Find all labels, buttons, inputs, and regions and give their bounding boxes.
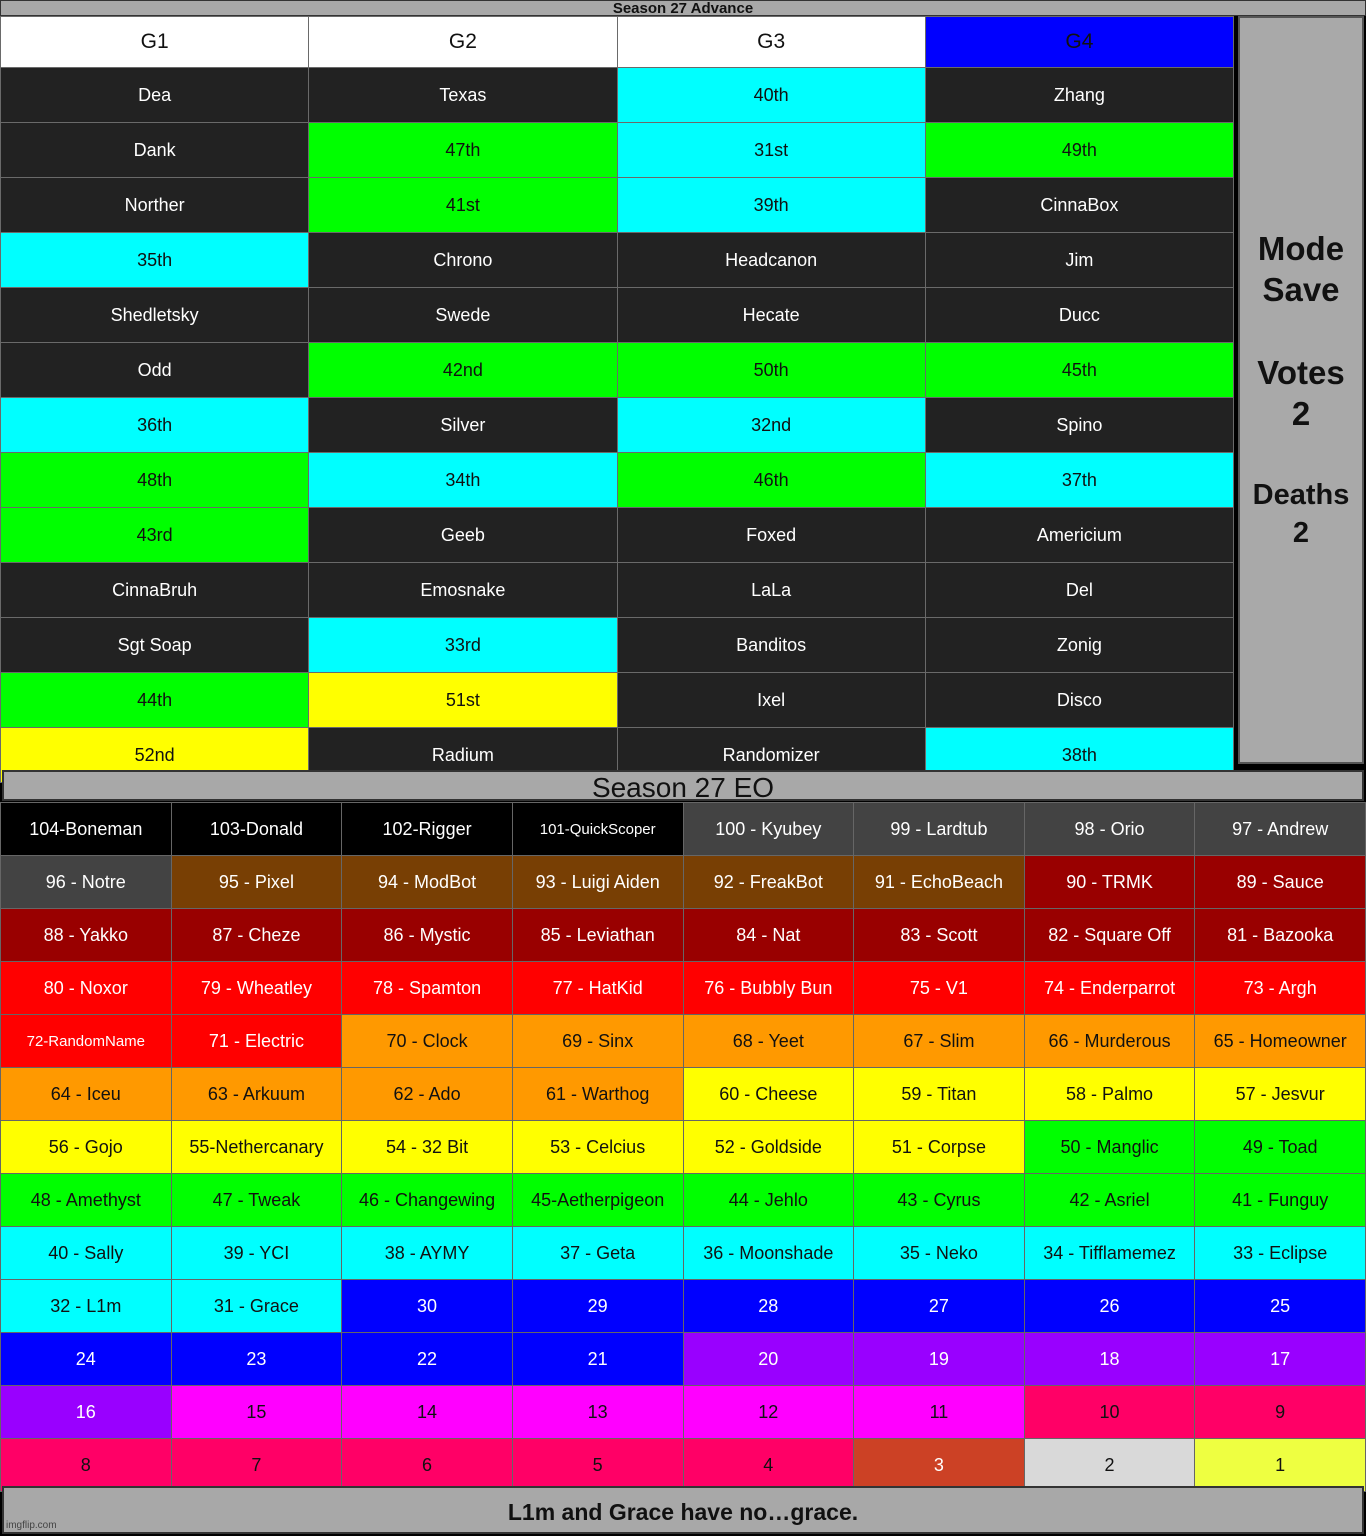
eo-cell: 91 - EchoBeach [854, 856, 1025, 909]
eo-cell: 28 [683, 1280, 854, 1333]
eo-cell: 73 - Argh [1195, 962, 1366, 1015]
advance-cell: Disco [925, 673, 1233, 728]
eo-cell: 8 [1, 1439, 172, 1492]
advance-cell: Headcanon [617, 233, 925, 288]
mode-value: Save [1262, 271, 1340, 308]
eo-row [1, 1439, 1366, 1492]
eo-cell: 103-Donald [171, 803, 342, 856]
advance-cell: Ducc [925, 288, 1233, 343]
advance-cell: Swede [309, 288, 617, 343]
eo-cell: 102-Rigger [342, 803, 513, 856]
eo-cell: 50 - Manglic [1024, 1121, 1195, 1174]
eo-cell: 13 [512, 1386, 683, 1439]
eo-cell: 45-Aetherpigeon [512, 1174, 683, 1227]
advance-row [1, 563, 1234, 618]
mode-label: Mode [1257, 230, 1345, 267]
eo-cell: 17 [1195, 1333, 1366, 1386]
eo-cell: 55-Nethercanary [171, 1121, 342, 1174]
eo-cell: 85 - Leviathan [512, 909, 683, 962]
eo-cell: 87 - Cheze [171, 909, 342, 962]
deaths-value: 2 [1292, 517, 1310, 549]
eo-cell: 41 - Funguy [1195, 1174, 1366, 1227]
eo-cell: 57 - Jesvur [1195, 1068, 1366, 1121]
advance-cell: 38th [925, 728, 1233, 783]
eo-cell: 3 [854, 1439, 1025, 1492]
eo-cell: 76 - Bubbly Bun [683, 962, 854, 1015]
advance-cell: 39th [617, 178, 925, 233]
eo-cell: 43 - Cyrus [854, 1174, 1025, 1227]
advance-title: Season 27 Advance [0, 0, 1366, 16]
eo-cell: 38 - AYMY [342, 1227, 513, 1280]
eo-cell: 23 [171, 1333, 342, 1386]
advance-cell: 31st [617, 123, 925, 178]
advance-cell: Zonig [925, 618, 1233, 673]
eo-cell: 48 - Amethyst [1, 1174, 172, 1227]
eo-cell: 20 [683, 1333, 854, 1386]
eo-row [1, 803, 1366, 856]
advance-row [1, 343, 1234, 398]
eo-cell: 78 - Spamton [342, 962, 513, 1015]
eo-cell: 88 - Yakko [1, 909, 172, 962]
advance-cell: Silver [309, 398, 617, 453]
eo-cell: 65 - Homeowner [1195, 1015, 1366, 1068]
advance-cell: 42nd [309, 343, 617, 398]
advance-cell: 45th [925, 343, 1233, 398]
eo-cell: 16 [1, 1386, 172, 1439]
advance-cell: CinnaBox [925, 178, 1233, 233]
eo-cell: 27 [854, 1280, 1025, 1333]
advance-cell: Foxed [617, 508, 925, 563]
eo-cell: 60 - Cheese [683, 1068, 854, 1121]
advance-cell: Texas [309, 68, 617, 123]
advance-header-row [1, 17, 1234, 68]
advance-cell: Ixel [617, 673, 925, 728]
advance-cell: Emosnake [309, 563, 617, 618]
advance-row [1, 288, 1234, 343]
eo-cell: 2 [1024, 1439, 1195, 1492]
footer-caption: L1m and Grace have no…grace. [2, 1486, 1364, 1534]
eo-row [1, 1333, 1366, 1386]
eo-cell: 24 [1, 1333, 172, 1386]
eo-cell: 80 - Noxor [1, 962, 172, 1015]
advance-row [1, 233, 1234, 288]
eo-cell: 26 [1024, 1280, 1195, 1333]
eo-cell: 19 [854, 1333, 1025, 1386]
eo-cell: 68 - Yeet [683, 1015, 854, 1068]
eo-cell: 86 - Mystic [342, 909, 513, 962]
eo-cell: 81 - Bazooka [1195, 909, 1366, 962]
advance-row [1, 453, 1234, 508]
eo-cell: 51 - Corpse [854, 1121, 1025, 1174]
eo-cell: 1 [1195, 1439, 1366, 1492]
eo-cell: 9 [1195, 1386, 1366, 1439]
advance-cell: Shedletsky [1, 288, 309, 343]
advance-cell: LaLa [617, 563, 925, 618]
eo-cell: 36 - Moonshade [683, 1227, 854, 1280]
eo-cell: 35 - Neko [854, 1227, 1025, 1280]
eo-row [1, 856, 1366, 909]
eo-cell: 21 [512, 1333, 683, 1386]
advance-cell: 37th [925, 453, 1233, 508]
advance-cell: 47th [309, 123, 617, 178]
votes-label: Votes [1257, 354, 1345, 391]
advance-cell: 46th [617, 453, 925, 508]
eo-cell: 32 - L1m [1, 1280, 172, 1333]
eo-cell: 30 [342, 1280, 513, 1333]
advance-cell: 52nd [1, 728, 309, 783]
eo-row [1, 1068, 1366, 1121]
eo-cell: 42 - Asriel [1024, 1174, 1195, 1227]
eo-cell: 54 - 32 Bit [342, 1121, 513, 1174]
watermark: imgflip.com [6, 1520, 57, 1531]
advance-cell: 32nd [617, 398, 925, 453]
eo-cell: 5 [512, 1439, 683, 1492]
eo-cell: 89 - Sauce [1195, 856, 1366, 909]
status-panel [1238, 16, 1364, 764]
eo-grid [0, 802, 1366, 1492]
advance-cell: Hecate [617, 288, 925, 343]
eo-row [1, 1174, 1366, 1227]
advance-row [1, 178, 1234, 233]
advance-cell: 35th [1, 233, 309, 288]
eo-cell: 93 - Luigi Aiden [512, 856, 683, 909]
eo-row [1, 1280, 1366, 1333]
advance-row [1, 123, 1234, 178]
eo-cell: 40 - Sally [1, 1227, 172, 1280]
eo-cell: 46 - Changewing [342, 1174, 513, 1227]
advance-cell: Del [925, 563, 1233, 618]
advance-cell: 43rd [1, 508, 309, 563]
eo-cell: 31 - Grace [171, 1280, 342, 1333]
advance-cell: Randomizer [617, 728, 925, 783]
eo-cell: 64 - Iceu [1, 1068, 172, 1121]
advance-cell: Americium [925, 508, 1233, 563]
advance-cell: 34th [309, 453, 617, 508]
eo-row [1, 1227, 1366, 1280]
eo-cell: 99 - Lardtub [854, 803, 1025, 856]
advance-cell: Sgt Soap [1, 618, 309, 673]
advance-cell: Dea [1, 68, 309, 123]
eo-cell: 95 - Pixel [171, 856, 342, 909]
eo-cell: 75 - V1 [854, 962, 1025, 1015]
advance-row [1, 68, 1234, 123]
eo-cell: 83 - Scott [854, 909, 1025, 962]
votes-value: 2 [1291, 395, 1311, 432]
eo-cell: 96 - Notre [1, 856, 172, 909]
eo-cell: 29 [512, 1280, 683, 1333]
eo-cell: 69 - Sinx [512, 1015, 683, 1068]
deaths-label: Deaths [1252, 479, 1350, 511]
eo-cell: 7 [171, 1439, 342, 1492]
eo-cell: 53 - Celcius [512, 1121, 683, 1174]
advance-cell: 36th [1, 398, 309, 453]
eo-cell: 66 - Murderous [1024, 1015, 1195, 1068]
advance-row [1, 673, 1234, 728]
eo-cell: 100 - Kyubey [683, 803, 854, 856]
eo-cell: 12 [683, 1386, 854, 1439]
eo-cell: 56 - Gojo [1, 1121, 172, 1174]
eo-cell: 10 [1024, 1386, 1195, 1439]
advance-row [1, 398, 1234, 453]
advance-cell: Chrono [309, 233, 617, 288]
eo-cell: 90 - TRMK [1024, 856, 1195, 909]
eo-cell: 18 [1024, 1333, 1195, 1386]
eo-cell: 4 [683, 1439, 854, 1492]
advance-cell: Odd [1, 343, 309, 398]
eo-cell: 82 - Square Off [1024, 909, 1195, 962]
advance-cell: Banditos [617, 618, 925, 673]
eo-cell: 34 - Tifflamemez [1024, 1227, 1195, 1280]
advance-grid [0, 16, 1234, 783]
eo-cell: 52 - Goldside [683, 1121, 854, 1174]
eo-cell: 25 [1195, 1280, 1366, 1333]
eo-cell: 47 - Tweak [171, 1174, 342, 1227]
eo-cell: 84 - Nat [683, 909, 854, 962]
eo-cell: 6 [342, 1439, 513, 1492]
advance-cell: 48th [1, 453, 309, 508]
advance-cell: Spino [925, 398, 1233, 453]
eo-cell: 97 - Andrew [1195, 803, 1366, 856]
eo-row [1, 962, 1366, 1015]
eo-cell: 15 [171, 1386, 342, 1439]
eo-cell: 11 [854, 1386, 1025, 1439]
eo-cell: 67 - Slim [854, 1015, 1025, 1068]
eo-cell: 79 - Wheatley [171, 962, 342, 1015]
advance-cell: 51st [309, 673, 617, 728]
eo-cell: 70 - Clock [342, 1015, 513, 1068]
eo-cell: 61 - Warthog [512, 1068, 683, 1121]
eo-cell: 62 - Ado [342, 1068, 513, 1121]
advance-cell: Jim [925, 233, 1233, 288]
eo-cell: 94 - ModBot [342, 856, 513, 909]
advance-cell: Dank [1, 123, 309, 178]
advance-cell: CinnaBruh [1, 563, 309, 618]
advance-cell: Zhang [925, 68, 1233, 123]
advance-cell: 49th [925, 123, 1233, 178]
eo-row [1, 1015, 1366, 1068]
eo-row [1, 1386, 1366, 1439]
advance-cell: 41st [309, 178, 617, 233]
eo-cell: 39 - YCI [171, 1227, 342, 1280]
eo-cell: 77 - HatKid [512, 962, 683, 1015]
advance-row [1, 508, 1234, 563]
eo-cell: 104-Boneman [1, 803, 172, 856]
eo-cell: 59 - Titan [854, 1068, 1025, 1121]
advance-cell: Norther [1, 178, 309, 233]
eo-cell: 58 - Palmo [1024, 1068, 1195, 1121]
eo-cell: 92 - FreakBot [683, 856, 854, 909]
advance-cell: 50th [617, 343, 925, 398]
eo-cell: 63 - Arkuum [171, 1068, 342, 1121]
group-header: G3 [617, 17, 925, 68]
eo-cell: 49 - Toad [1195, 1121, 1366, 1174]
eo-row [1, 909, 1366, 962]
eo-cell: 101-QuickScoper [512, 803, 683, 856]
eo-cell: 98 - Orio [1024, 803, 1195, 856]
advance-cell: Radium [309, 728, 617, 783]
eo-cell: 44 - Jehlo [683, 1174, 854, 1227]
eo-cell: 37 - Geta [512, 1227, 683, 1280]
group-header: G2 [309, 17, 617, 68]
eo-cell: 71 - Electric [171, 1015, 342, 1068]
advance-row [1, 618, 1234, 673]
group-header: G4 [925, 17, 1233, 68]
eo-cell: 72-RandomName [1, 1015, 172, 1068]
advance-cell: 44th [1, 673, 309, 728]
eo-cell: 33 - Eclipse [1195, 1227, 1366, 1280]
advance-cell: Geeb [309, 508, 617, 563]
eo-cell: 22 [342, 1333, 513, 1386]
eo-cell: 74 - Enderparrot [1024, 962, 1195, 1015]
advance-cell: 33rd [309, 618, 617, 673]
eo-row [1, 1121, 1366, 1174]
group-header: G1 [1, 17, 309, 68]
eo-cell: 14 [342, 1386, 513, 1439]
eo-title: Season 27 EO [2, 770, 1364, 801]
advance-cell: 40th [617, 68, 925, 123]
